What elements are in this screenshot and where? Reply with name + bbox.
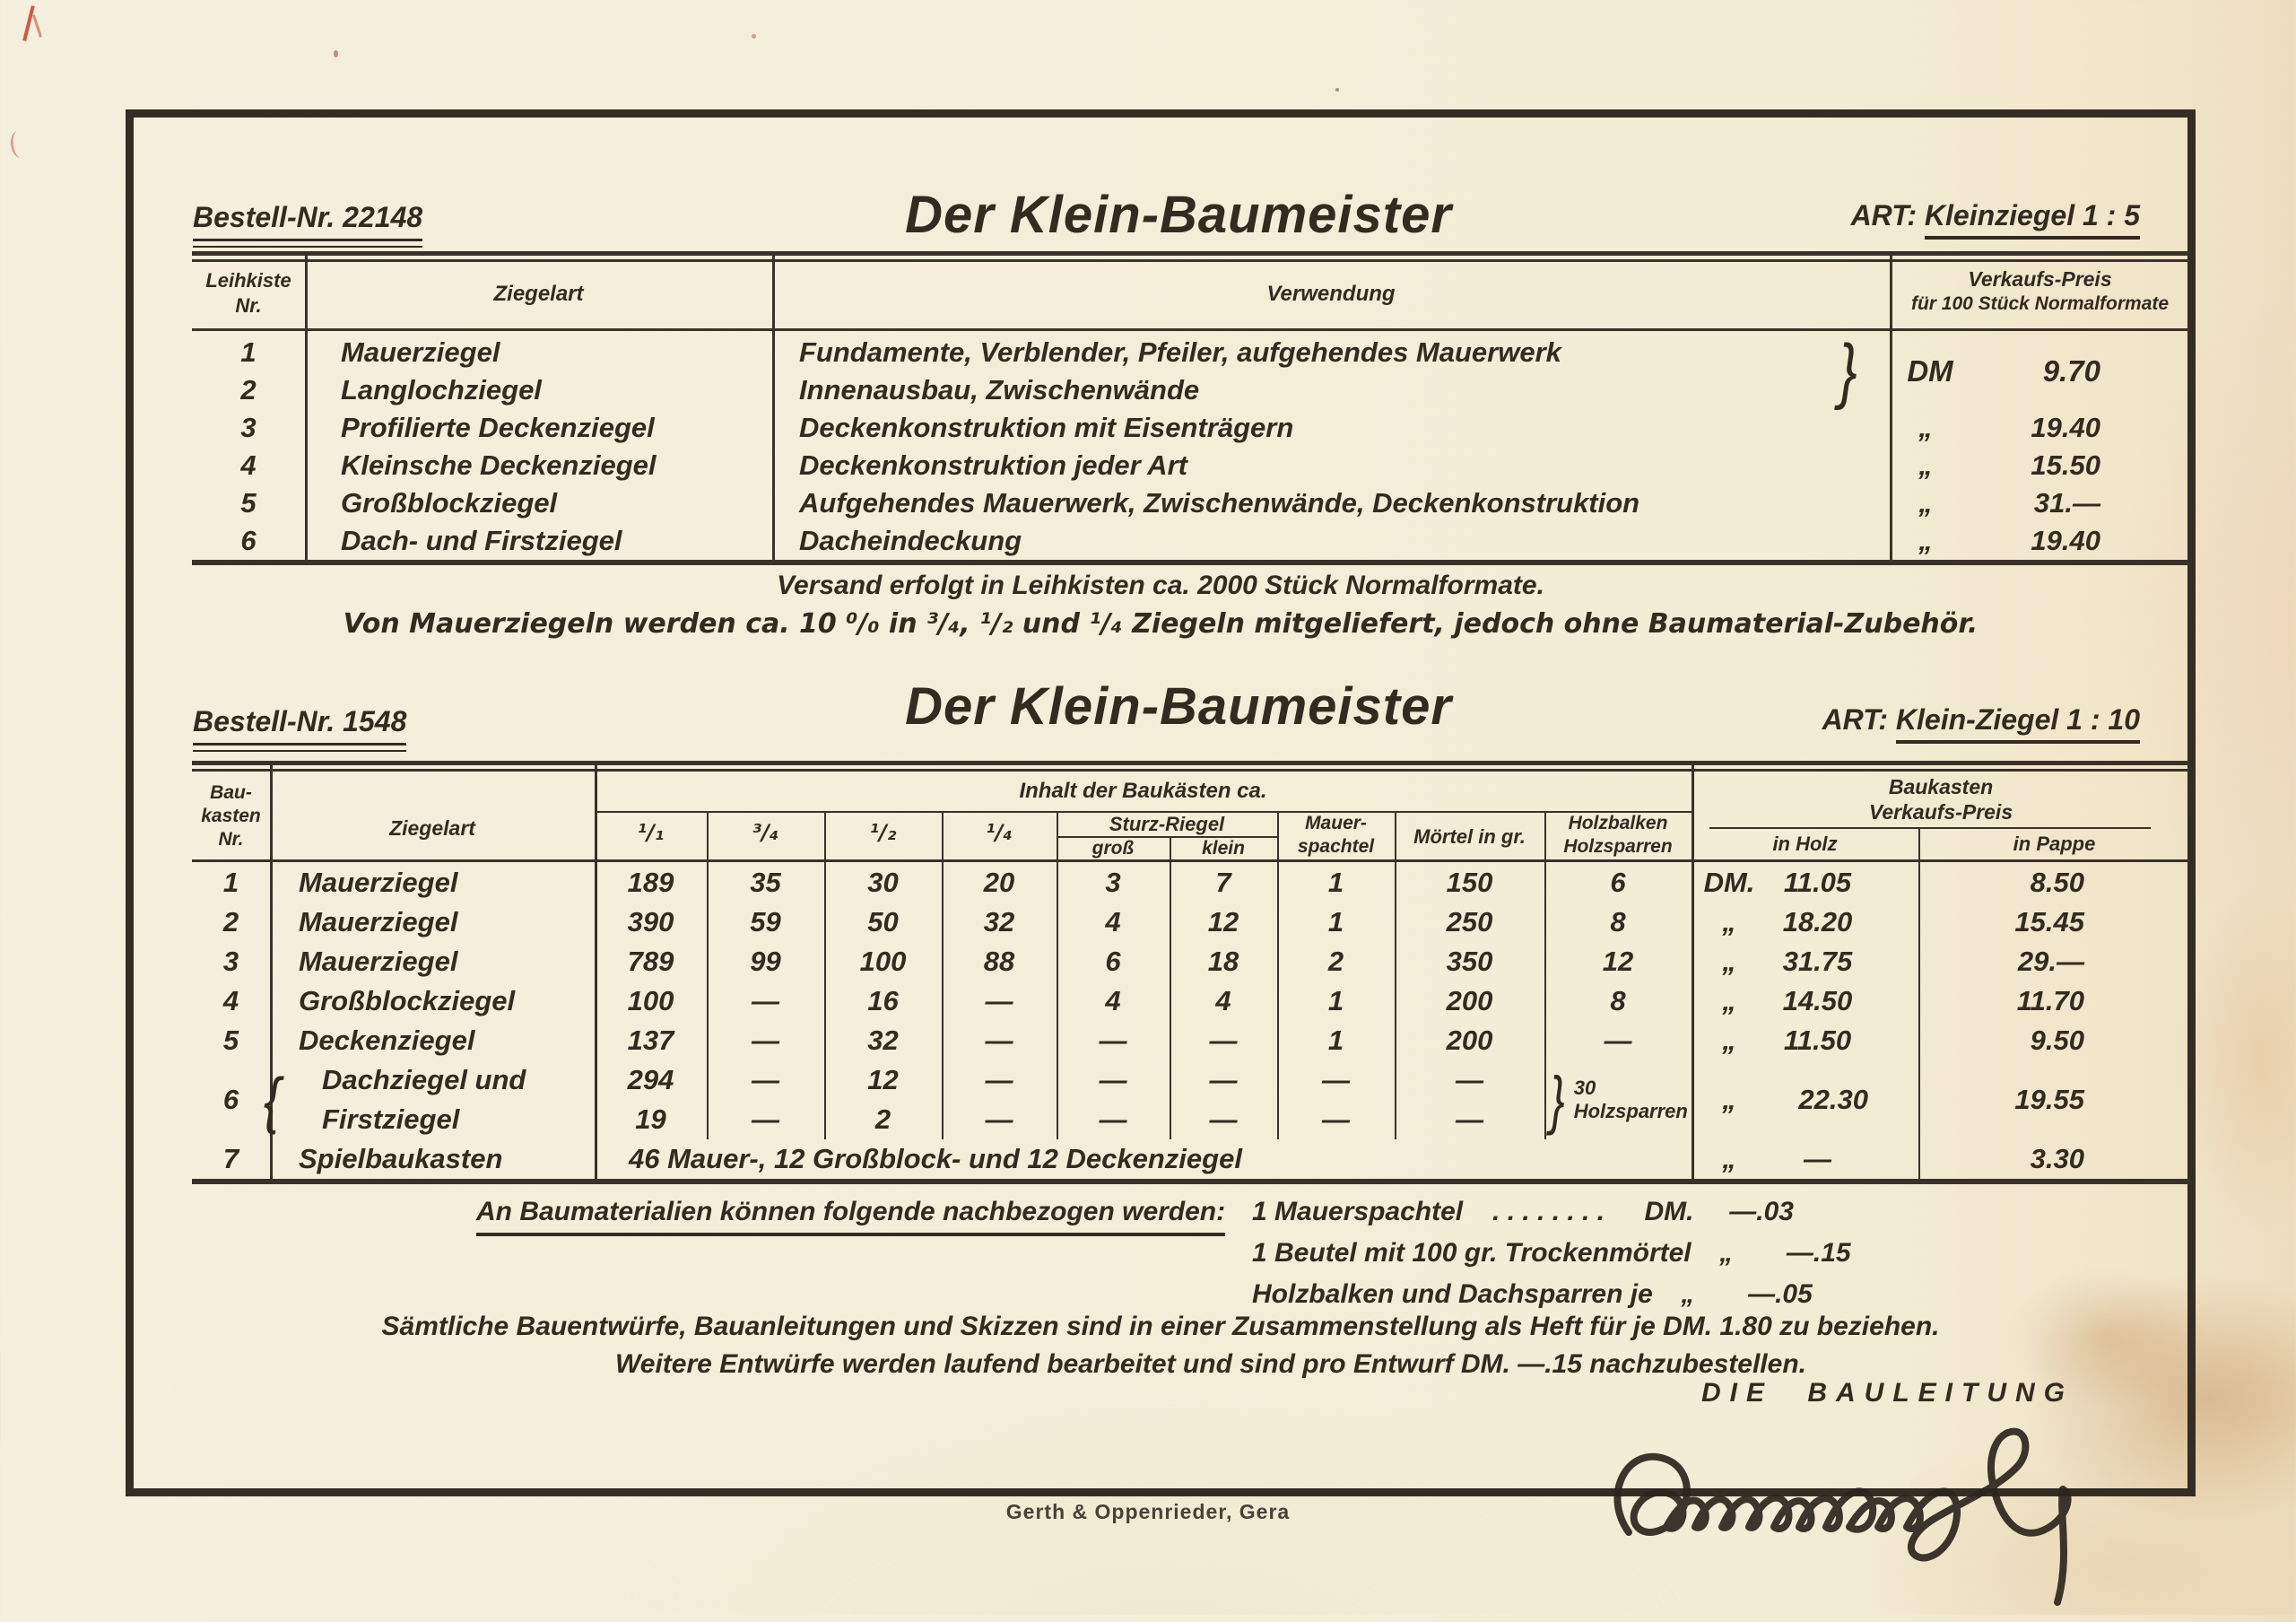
cell: 200	[1446, 985, 1493, 1016]
cell: 137	[627, 1025, 674, 1056]
rule	[192, 761, 2190, 765]
cell-price	[1890, 447, 2190, 484]
cell: —	[752, 1103, 779, 1135]
cell-ziegelart: Großblockziegel	[299, 985, 516, 1016]
cell: 35	[750, 867, 781, 898]
cell-price-pappe: 15.45	[2014, 906, 2084, 937]
item-name: 1 Mauerspachtel	[1252, 1197, 1464, 1226]
column-header-in-holz: in Holz	[1772, 833, 1838, 855]
ditto-mark: „	[1918, 487, 1933, 519]
cell-ziegelart: Großblockziegel	[341, 487, 558, 519]
cell: —	[1456, 1064, 1483, 1095]
column-header-fraction-1-2: ¹/₂	[869, 820, 897, 845]
cell-nr: 2	[240, 374, 257, 406]
cell: —	[752, 985, 779, 1016]
ink-speck	[1335, 88, 1339, 92]
cell: —	[985, 1103, 1013, 1135]
order-number-1: Bestell-Nr. 22148	[193, 201, 422, 241]
cell: 6	[1610, 867, 1626, 898]
cell: 100	[627, 985, 674, 1016]
row-group-brace: }	[1839, 330, 1857, 412]
ditto-mark: „	[1722, 1084, 1736, 1115]
price-value: 11.05	[1783, 867, 1852, 898]
table-row	[192, 863, 2190, 903]
cell: —	[1209, 1025, 1238, 1056]
art-label: ART:	[1850, 199, 1918, 231]
ditto-mark: „	[1722, 1025, 1736, 1056]
cell: 200	[1446, 1025, 1493, 1056]
art-value-2: Klein-Ziegel 1 : 10	[1896, 703, 2140, 744]
cell: —	[1209, 1103, 1238, 1135]
price-value: 31.—	[2033, 487, 2100, 519]
cell-nr: 1	[240, 336, 257, 368]
heft-note: Sämtliche Bauentwürfe, Bauanleitungen und Skizzen sind in einer Zusammenstellung als Heft für je DM. 1.80 zu beziehen.	[381, 1312, 1940, 1341]
group-header-inhalt: Inhalt der Baukästen ca.	[1019, 779, 1267, 803]
ditto-mark: „	[1918, 525, 1933, 556]
cell-price-holz	[1692, 1139, 1918, 1179]
cell: 2	[874, 1103, 891, 1135]
cell-price-holz	[1692, 942, 1918, 981]
price-value: 15.50	[2031, 449, 2100, 481]
cell-price	[1890, 409, 2190, 447]
row-group-brace: {	[264, 1064, 281, 1135]
cell-span-text: 46 Mauer-, 12 Großblock- und 12 Deckenziegel	[629, 1143, 1242, 1174]
cell-nr: 4	[240, 449, 257, 481]
cell: —	[1604, 1025, 1632, 1056]
price-value: —.03	[1729, 1197, 1794, 1226]
group-header-sturz-riegel: Sturz-Riegel	[1109, 813, 1225, 835]
item-name: Holzbalken und Dachsparren je	[1252, 1279, 1653, 1309]
column-header-in-pappe: in Pappe	[2013, 833, 2096, 855]
item-name: 1 Beutel mit 100 gr. Trockenmörtel	[1252, 1238, 1692, 1268]
red-pencil-mark	[32, 14, 42, 38]
currency-label: DM	[1907, 354, 1953, 388]
cell: 7	[1215, 867, 1231, 898]
cell-ziegelart: Dachziegel und	[322, 1064, 526, 1095]
fractions-note: Von Mauerziegeln werden ca. 10 ⁰/₀ in ³/₄, ¹/₂ und ¹/₄ Ziegeln mitgeliefert, jedoch ohne Baumaterial-Zubehör.	[343, 608, 1979, 640]
ink-speck	[334, 50, 338, 57]
price-value: 19.40	[2031, 525, 2100, 556]
cell: —	[1456, 1103, 1483, 1135]
price-value: 19.40	[2031, 412, 2100, 443]
dot-leader: . . . . . . . .	[1492, 1197, 1605, 1226]
currency-label: DM.	[1703, 867, 1755, 898]
cell-nr: 7	[222, 1143, 239, 1174]
cell-nr: 5	[222, 1025, 239, 1056]
column-header-leihkiste-nr: Nr.	[235, 294, 262, 317]
cell: 99	[750, 946, 781, 977]
column-header-ziegelart: Ziegelart	[389, 816, 475, 840]
art-value-1: Kleinziegel 1 : 5	[1925, 199, 2140, 240]
cell-ziegelart: Firstziegel	[322, 1103, 460, 1135]
list-item	[1252, 1191, 1794, 1233]
cell-nr: 4	[222, 985, 239, 1016]
cell: 350	[1446, 946, 1493, 977]
cell-nr: 6	[240, 525, 257, 556]
cell-price	[1890, 484, 2190, 522]
rule	[192, 560, 2190, 565]
cell: 100	[859, 946, 907, 977]
rule	[192, 859, 2190, 862]
order-number-2: Bestell-Nr. 1548	[193, 705, 406, 746]
cell: 8	[1610, 906, 1626, 937]
rule	[192, 1179, 2190, 1184]
cell: 1	[1327, 867, 1344, 898]
currency-label: DM.	[1644, 1197, 1694, 1226]
cell: —	[1322, 1064, 1350, 1095]
price-value: 18.20	[1782, 906, 1853, 937]
cell-price-holz	[1692, 903, 1918, 942]
cell: 789	[627, 946, 674, 977]
cell-nr-6: 6	[222, 1084, 239, 1115]
column-header-leihkiste: Leihkiste	[205, 269, 291, 292]
table-row	[192, 409, 2190, 447]
price-table-kleinziegel	[192, 251, 2190, 565]
cell: 32	[867, 1025, 899, 1056]
cell: 19	[635, 1103, 666, 1135]
column-header-mauerspachtel: spachtel	[1297, 836, 1375, 857]
cell-nr: 3	[240, 412, 257, 443]
ditto-mark: „	[1681, 1279, 1695, 1309]
shipping-note: Versand erfolgt in Leihkisten ca. 2000 Stück Normalformate.	[777, 571, 1544, 600]
group-header-verkaufspreis: Baukasten	[1888, 775, 1994, 798]
cell-price-pappe: 8.50	[2030, 867, 2084, 898]
cell-ziegelart: Mauerziegel	[299, 906, 458, 937]
cell-nr: 3	[222, 946, 239, 977]
cell: 18	[1207, 946, 1239, 977]
cell-price-pappe: 3.30	[2030, 1143, 2084, 1174]
cell-ziegelart: Mauerziegel	[299, 946, 458, 977]
cell: 189	[627, 867, 674, 898]
red-pencil-arc	[9, 130, 30, 159]
cell: —	[985, 985, 1013, 1016]
cell-verwendung: Deckenkonstruktion mit Eisenträgern	[799, 412, 1294, 443]
sparren-count: 30	[1573, 1077, 1596, 1099]
cell-ziegelart: Mauerziegel	[299, 867, 458, 898]
cell: 1	[1327, 985, 1344, 1016]
cell-price-holz	[1692, 1021, 1918, 1060]
cell: 150	[1446, 867, 1493, 898]
cell-nr: 1	[222, 867, 239, 898]
cell: —	[752, 1064, 779, 1095]
entwuerfe-note: Weitere Entwürfe werden laufend bearbeitet und sind pro Entwurf DM. —.15 nachzubestellen.	[615, 1349, 1806, 1379]
cell: —	[1099, 1103, 1127, 1135]
cell-nr: 5	[240, 487, 257, 519]
price-value: —.05	[1748, 1279, 1813, 1309]
cell-ziegelart: Spielbaukasten	[299, 1143, 503, 1174]
cell-ziegelart: Profilierte Deckenziegel	[341, 412, 655, 443]
table-row	[192, 981, 2190, 1021]
ink-speck	[752, 34, 756, 39]
art-line-1	[1851, 199, 2140, 232]
cell: 30	[867, 867, 899, 898]
cell-verwendung: Fundamente, Verblender, Pfeiler, aufgehendes Mauerwerk	[799, 336, 1561, 368]
column-header-moertel: Mörtel in gr.	[1413, 825, 1526, 848]
cell: —	[1209, 1064, 1238, 1095]
column-header-holzbalken: Holzsparren	[1563, 836, 1673, 857]
table-row	[192, 1021, 2190, 1060]
nachbezug-items	[1252, 1191, 1851, 1315]
sparren-label: Holzsparren	[1573, 1100, 1688, 1122]
cell: 8	[1610, 985, 1626, 1016]
cell-verwendung: Dacheindeckung	[799, 525, 1022, 556]
ditto-mark: „	[1918, 449, 1933, 481]
ditto-mark: „	[1722, 1143, 1736, 1174]
cell: 16	[867, 985, 899, 1016]
price-value: 22.30	[1798, 1084, 1868, 1115]
nachbezug-intro: An Baumaterialien können folgende nachbezogen werden:	[476, 1191, 1225, 1236]
cell: 294	[627, 1064, 674, 1095]
cell: 6	[1105, 946, 1121, 977]
art-label: ART:	[1822, 703, 1889, 736]
cell: —	[1099, 1025, 1127, 1056]
cell: 59	[750, 906, 781, 937]
shared-price-rows-1-2	[1890, 334, 2190, 409]
column-header-fraction-1-4: ¹/₄	[986, 820, 1013, 845]
printer-imprint: Gerth & Oppenrieder, Gera	[1005, 1500, 1291, 1523]
cell-price-pappe: 19.55	[2014, 1084, 2084, 1115]
cell: 12	[1207, 906, 1239, 937]
holzsparren-group	[1550, 1060, 1688, 1139]
cell: 12	[867, 1064, 899, 1095]
price-value: —.15	[1786, 1238, 1851, 1268]
column-header-gross: groß	[1091, 838, 1135, 859]
rule	[192, 769, 2190, 772]
price-value: 31.75	[1782, 946, 1853, 977]
cell: 32	[983, 906, 1015, 937]
cell: 4	[1215, 985, 1231, 1016]
table-row	[192, 942, 2190, 981]
cell: 4	[1105, 906, 1121, 937]
column-header-baukasten: Nr.	[218, 829, 244, 850]
cell: 88	[983, 946, 1015, 977]
cell-ziegelart: Langlochziegel	[341, 374, 542, 406]
cell-price-pappe: 11.70	[2016, 985, 2084, 1016]
cell: 390	[627, 906, 674, 937]
column-header-fraction-3-4: ³/₄	[752, 820, 779, 845]
price-value: 14.50	[1782, 985, 1853, 1016]
document-title-1: Der Klein-Baumeister	[905, 186, 1452, 244]
red-pencil-mark	[22, 5, 35, 41]
price-value: 11.50	[1783, 1025, 1852, 1056]
column-header-preis: Verkaufs-Preis	[1968, 267, 2112, 291]
cell: —	[1322, 1103, 1350, 1135]
column-header-fraction-1-1: ¹/₁	[637, 820, 665, 845]
price-value: —	[1804, 1143, 1831, 1174]
cell-ziegelart: Dach- und Firstziegel	[341, 525, 622, 556]
cell-price-pappe: 9.50	[2030, 1025, 2084, 1056]
column-header-preis-sub: für 100 Stück Normalformate	[1910, 293, 2170, 314]
document-frame	[126, 109, 2196, 1496]
baukasten-table	[192, 761, 2190, 1184]
cell-price-pappe: 29.—	[2017, 946, 2084, 977]
cell-verwendung: Innenausbau, Zwischenwände	[799, 374, 1200, 406]
cell: 250	[1446, 906, 1493, 937]
cell-price-holz	[1692, 863, 1918, 903]
ditto-mark: „	[1722, 906, 1736, 937]
cell-verwendung: Aufgehendes Mauerwerk, Zwischenwände, Deckenkonstruktion	[799, 487, 1640, 519]
cell: 20	[983, 867, 1015, 898]
cell: 3	[1105, 867, 1121, 898]
table-row	[192, 447, 2190, 484]
cell: 1	[1327, 1025, 1344, 1056]
list-item	[1252, 1274, 1813, 1315]
cell: —	[752, 1025, 779, 1056]
group-underline	[1709, 827, 2151, 829]
signoff-bauleitung: DIE BAULEITUNG	[1701, 1378, 2074, 1408]
cell: 50	[867, 906, 899, 937]
cell-ziegelart: Deckenziegel	[299, 1025, 475, 1056]
table-row	[192, 903, 2190, 942]
ditto-mark: „	[1719, 1238, 1734, 1268]
ditto-mark: „	[1722, 946, 1736, 977]
column-header-mauerspachtel: Mauer-	[1305, 813, 1367, 833]
cell: 1	[1327, 906, 1344, 937]
art-line-2	[1822, 703, 2140, 737]
cell: 2	[1327, 946, 1344, 977]
price-value: 9.70	[2042, 354, 2100, 388]
cell-price	[1890, 522, 2190, 560]
row-group-brace: }	[1550, 1063, 1565, 1137]
table-row	[192, 1139, 2190, 1179]
column-header-ziegelart: Ziegelart	[493, 282, 584, 306]
ditto-mark: „	[1918, 412, 1933, 443]
cell-verwendung: Deckenkonstruktion jeder Art	[799, 449, 1187, 481]
document-title-2: Der Klein-Baumeister	[905, 677, 1452, 736]
signature	[1596, 1389, 2170, 1622]
cell-ziegelart: Mauerziegel	[341, 336, 500, 368]
column-header-baukasten: Bau-	[210, 782, 252, 803]
table-row	[192, 484, 2190, 522]
cell-price-holz	[1692, 981, 1918, 1021]
list-item	[1252, 1233, 1851, 1274]
cell: —	[985, 1064, 1013, 1095]
cell: —	[1099, 1064, 1127, 1095]
cell: 4	[1105, 985, 1121, 1016]
cell-ziegelart: Kleinsche Deckenziegel	[341, 449, 657, 481]
column-header-baukasten: kasten	[201, 806, 261, 826]
column-header-verwendung: Verwendung	[1266, 282, 1396, 306]
group-header-verkaufspreis: Verkaufs-Preis	[1868, 800, 2013, 824]
cell-price-holz	[1692, 1060, 1918, 1139]
cell: —	[985, 1025, 1013, 1056]
table-row	[192, 522, 2190, 560]
cell-nr: 2	[222, 906, 239, 937]
cell: 12	[1602, 946, 1634, 977]
ditto-mark: „	[1722, 985, 1736, 1016]
column-header-klein: klein	[1202, 838, 1245, 859]
column-header-holzbalken: Holzbalken	[1568, 813, 1668, 833]
